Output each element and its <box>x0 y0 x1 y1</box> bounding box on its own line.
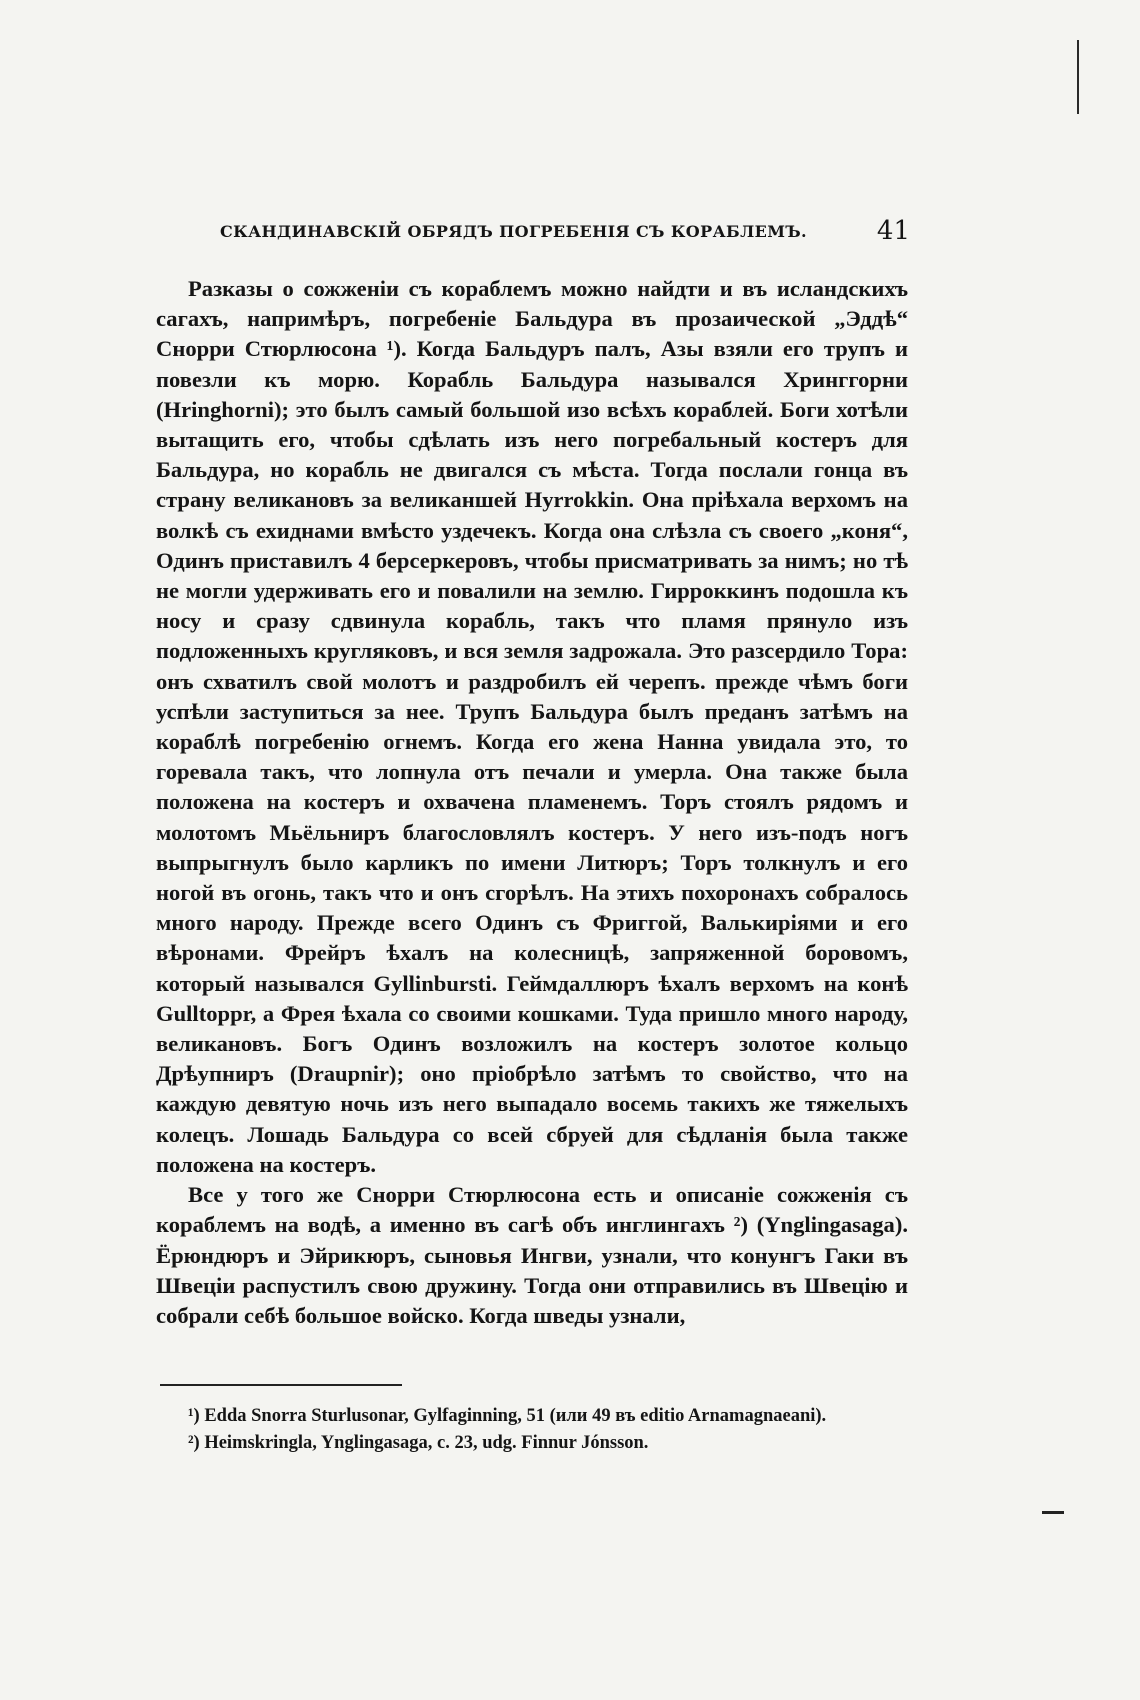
main-text <box>156 274 908 1331</box>
header-title: СКАНДИНАВСКІЙ ОБРЯДЪ ПОГРЕБЕНІЯ СЪ КОРАБЛЕМЪ. <box>220 222 807 241</box>
running-header <box>220 216 910 246</box>
paragraph-1: Разказы о сожженіи съ кораблемъ можно найдти и въ исландскихъ сагахъ, напримѣръ, погребеніе Бальдура въ прозаической „Эддѣ“ Снорри Стюрлюсона ¹). Когда Бальдуръ палъ, Азы взяли его трупъ и повезли къ морю. Корабль Бальдура назывался Хринггорни (Hringhorni); это былъ самый большой изо всѣхъ кораблей. Боги хотѣли вытащить его, чтобы сдѣлать изъ него погребальный костеръ для Бальдура, но корабль не двигался съ мѣста. Тогда послали гонца въ страну великановъ за великаншей Hyrrokkin. Она пріѣхала верхомъ на волкѣ съ ехиднами вмѣсто уздечекъ. Когда она слѣзла съ своего „коня“, Одинъ приставилъ 4 берсеркеровъ, чтобы присматривать за нимъ; но тѣ не могли удерживать его и повалили на землю. Гирроккинъ подошла къ носу и сразу сдвинула корабль, такъ что пламя прянуло изъ подложенныхъ кругляковъ, и вся земля задрожала. Это разсердило Тора: онъ схватилъ свой молотъ и раздробилъ ей черепъ. прежде чѣмъ боги успѣли заступиться за нее. Трупъ Бальдура былъ преданъ затѣмъ на кораблѣ погребенію огнемъ. Когда его жена Нанна увидала это, то горевала такъ, что лопнула отъ печали и умерла. Она также была положена на костеръ и охвачена пламенемъ. Торъ стоялъ рядомъ и молотомъ Мьёльниръ благословлялъ костеръ. У него изъ-подъ ногъ выпрыгнулъ было карликъ по имени Литюръ; Торъ толкнулъ и его ногой въ огонь, такъ что и онъ сгорѣлъ. На этихъ похоронахъ собралось много народу. Прежде всего Одинъ съ Фриггой, Валькиріями и его вѣронами. Фрейръ ѣхалъ на колесницѣ, запряженной боровомъ, который назывался Gyllinbursti. Геймдаллюръ ѣхалъ верхомъ на конѣ Gulltoppr, а Фрея ѣхала со своими кошками. Туда пришло много народу, великановъ. Богъ Одинъ возложилъ на костеръ золотое кольцо Дрѣупниръ (Draupnir); оно пріобрѣло затѣмъ то свойство, что на каждую девятую ночь изъ него выпадало восемь такихъ же тяжелыхъ колецъ. Лошадь Бальдура со всей сбруей для сѣдланія была также положена на костеръ. <box>156 276 908 1177</box>
margin-dash-mark <box>1042 1511 1064 1514</box>
scan-edge-mark <box>1077 40 1079 114</box>
page-number: 41 <box>876 216 910 246</box>
footnotes <box>156 1403 908 1457</box>
footnote-1: ¹) Edda Snorra Sturlusonar, Gylfaginning, 51 (или 49 въ editio Arnamagnaeani). <box>188 1406 827 1426</box>
footnote-divider <box>160 1384 402 1386</box>
footnote-2: ²) Heimskringla, Ynglingasaga, c. 23, udg. Finnur Jónsson. <box>188 1433 649 1453</box>
paragraph-2: Все у того же Снорри Стюрлюсона есть и описаніе сожженія съ кораблемъ на водѣ, а именно въ сагѣ объ инглингахъ ²) (Ynglingasaga). Ёрюндюръ и Эйрикюръ, сыновья Ингви, узнали, что конунгъ Гаки въ Швеціи распустилъ свою дружину. Тогда они отправились въ Швецію и собрали себѣ большое войско. Когда шведы узнали, <box>156 1182 908 1328</box>
